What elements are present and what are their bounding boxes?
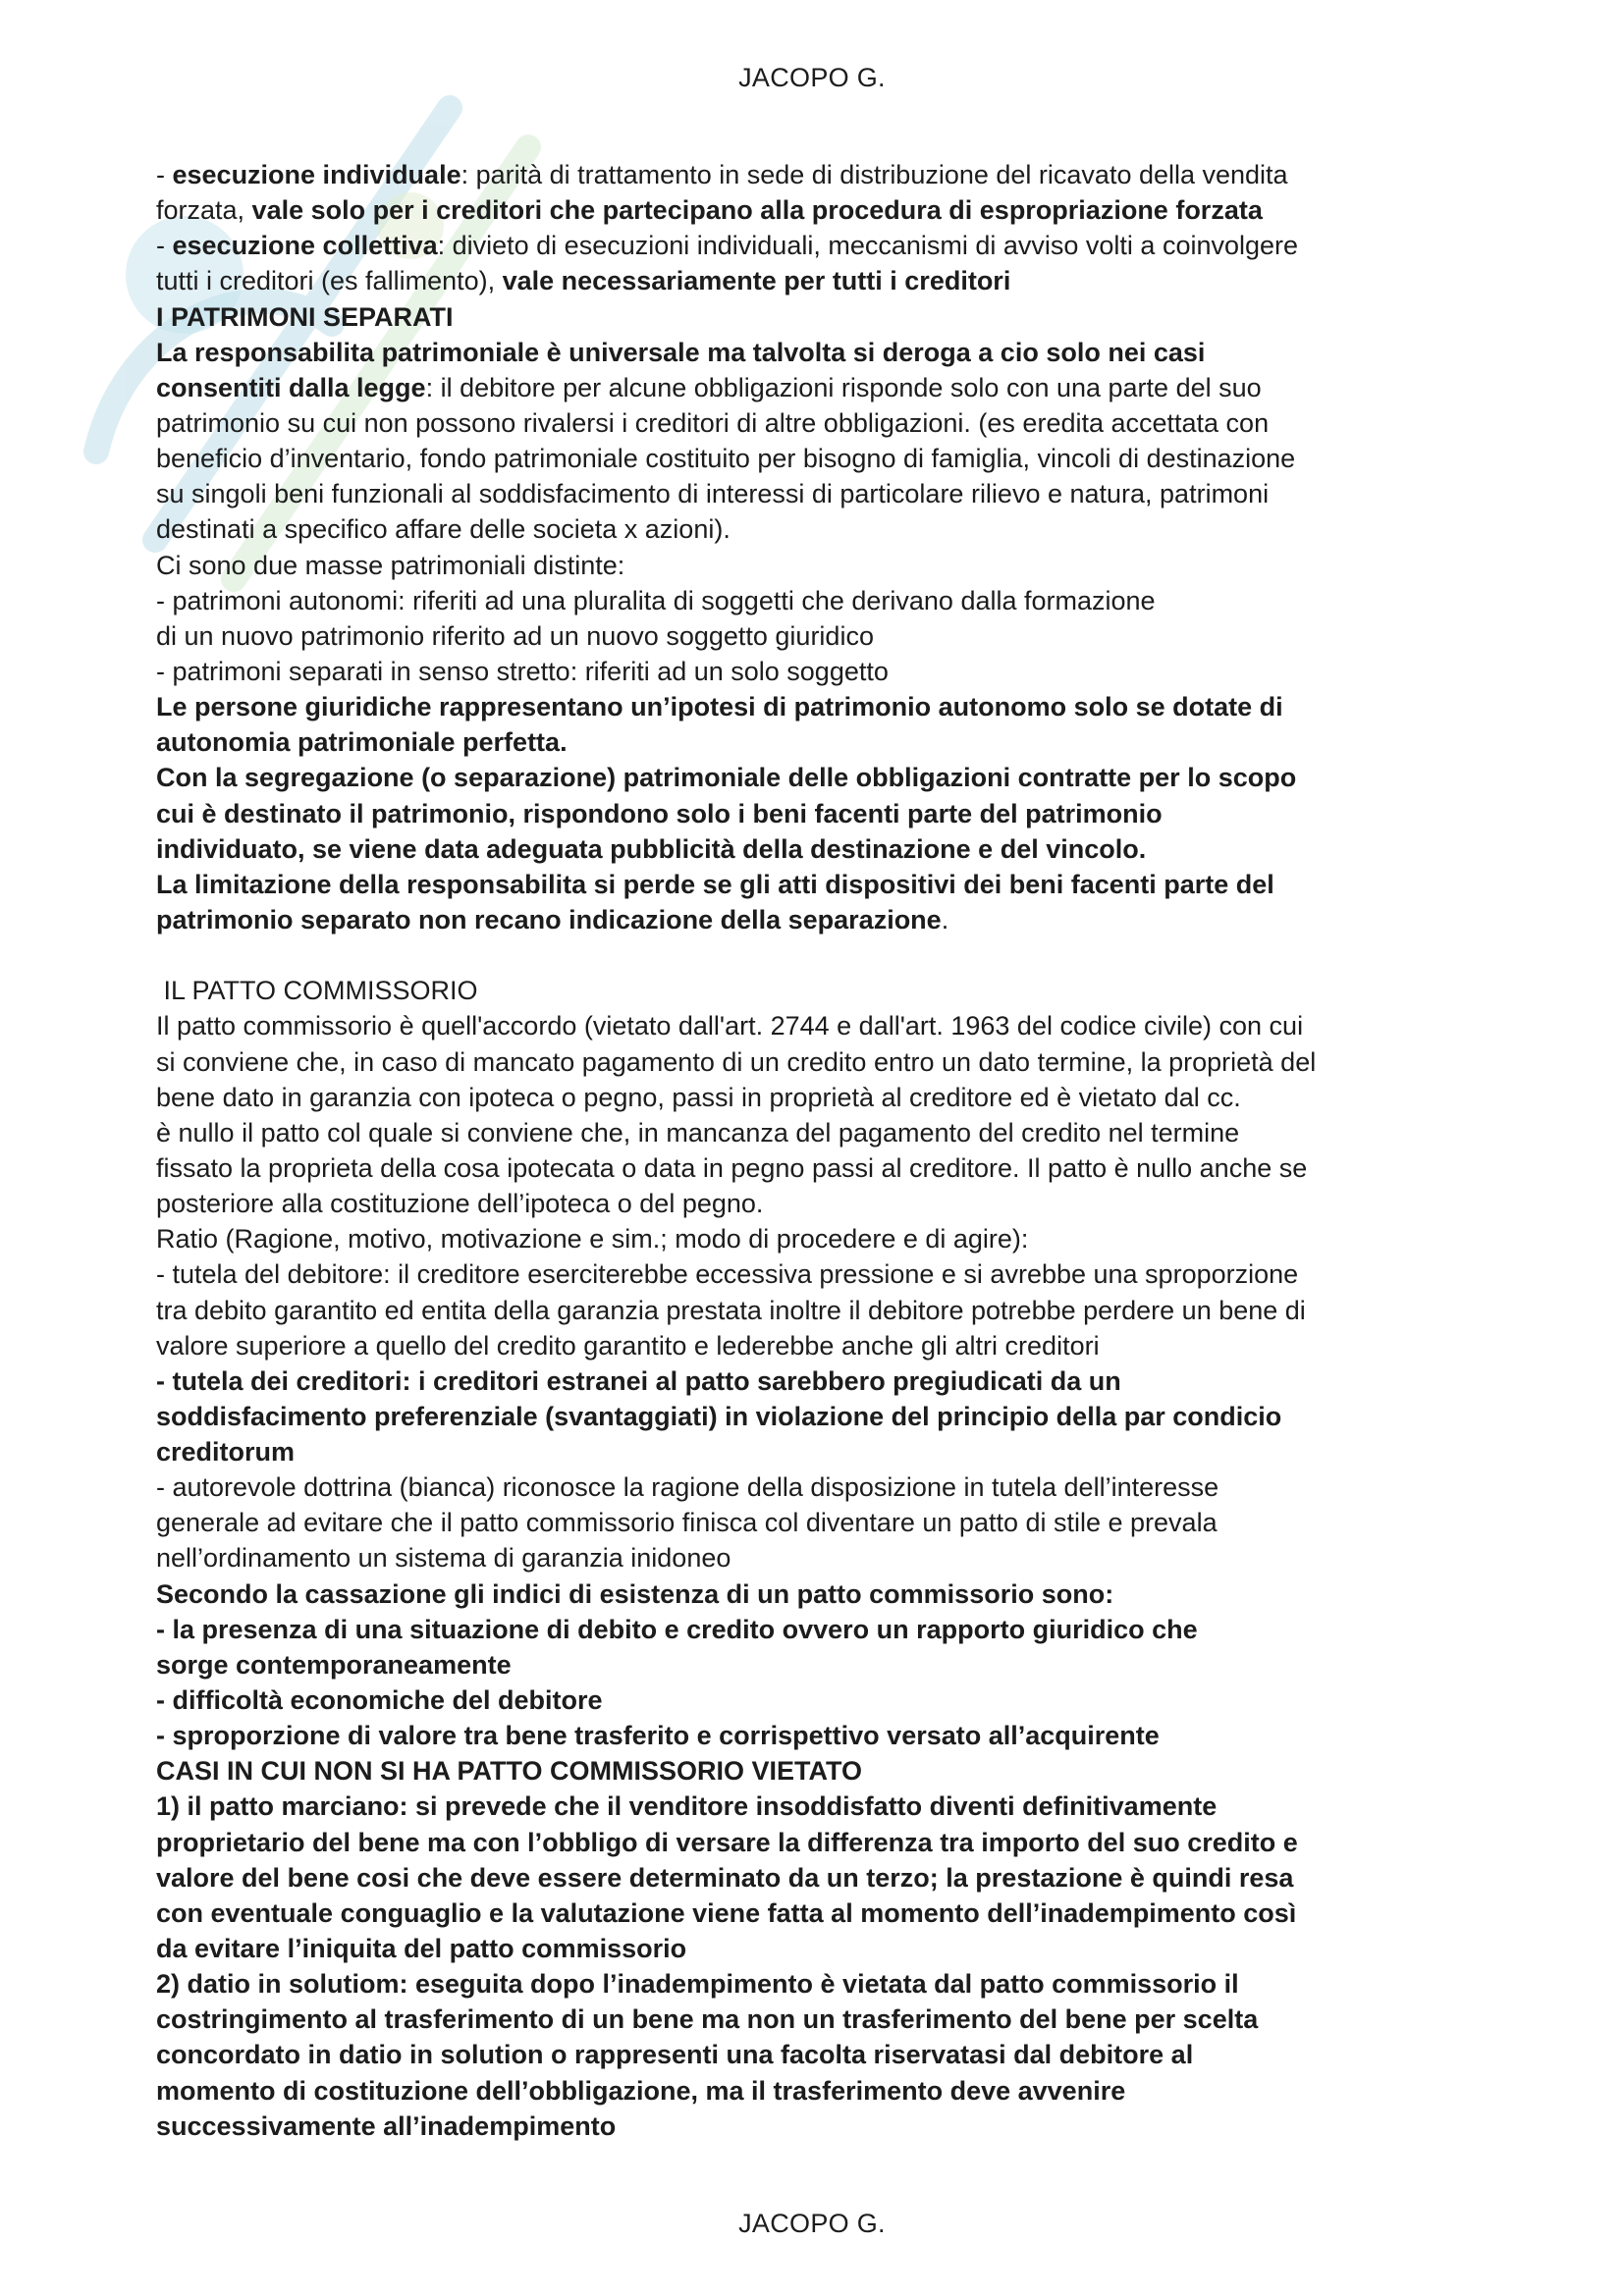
text-line — [156, 1753, 1521, 1789]
bold-text: vale necessariamente per tutti i creditori — [502, 266, 1011, 296]
bold-text: sorge contemporaneamente — [156, 1649, 512, 1680]
text: destinati a specifico affare delle societa x azioni). — [156, 514, 731, 545]
text-line — [156, 1256, 1521, 1292]
text-line — [156, 1896, 1521, 1931]
text-line — [156, 796, 1521, 831]
bold-text: consentiti dalla legge — [156, 372, 426, 402]
bold-text: - sproporzione di valore tra bene trasferito e corrispettivo versato all’acquirente — [156, 1721, 1160, 1751]
bold-text: La responsabilita patrimoniale è universale ma talvolta si deroga a cio solo nei casi — [156, 337, 1206, 367]
text-line — [156, 511, 1521, 547]
bold-text: autonomia patrimoniale perfetta. — [156, 727, 568, 758]
text: bene dato in garanzia con ipoteca o pegno, passi in proprietà al creditore ed è vietato dal cc. — [156, 1082, 1241, 1112]
text: nell’ordinamento un sistema di garanzia inidoneo — [156, 1543, 731, 1574]
text-line — [156, 1682, 1521, 1718]
text: Il patto commissorio è quell'accordo (vietato dall'art. 2744 e dall'art. 1963 del codice civile) con cui — [156, 1011, 1304, 1041]
text-line — [156, 1825, 1521, 1860]
text-line — [156, 689, 1521, 724]
page-footer: JACOPO G. — [738, 2209, 886, 2238]
text-line — [156, 1328, 1521, 1363]
text: fissato la proprieta della cosa ipotecata o data in pegno passi al creditore. Il patto è nullo anche se — [156, 1152, 1308, 1183]
text-line — [156, 1150, 1521, 1186]
text: generale ad evitare che il patto commissorio finisca col diventare un patto di stile e prevala — [156, 1508, 1218, 1538]
text: : parità di trattamento in sede di distribuzione del ricavato della vendita — [460, 160, 1288, 189]
text-line — [156, 1363, 1521, 1399]
text-line — [156, 1008, 1521, 1043]
bold-text: con eventuale conguaglio e la valutazione viene fatta al momento dell’inadempimento così — [156, 1897, 1297, 1928]
text-line — [156, 1966, 1521, 2002]
blank-line — [156, 937, 1521, 973]
text: : divieto di esecuzioni individuali, meccanismi di avviso volti a coinvolgere — [437, 231, 1299, 261]
text-line — [156, 2109, 1521, 2144]
text: patrimonio su cui non possono rivalersi i creditori di altre obbligazioni. (es eredita accettata con — [156, 407, 1270, 438]
bold-text: vale solo per i creditori che partecipano alla procedura di espropriazione forzata — [251, 195, 1263, 226]
bold-text: valore del bene cosi che deve essere determinato da un terzo; la prestazione è quindi resa — [156, 1862, 1294, 1893]
document-body — [156, 157, 1521, 2144]
bold-text: creditorum — [156, 1437, 296, 1468]
bold-text: Secondo la cassazione gli indici di esistenza di un patto commissorio sono: — [156, 1578, 1114, 1609]
text-line — [156, 2073, 1521, 2109]
text: - autorevole dottrina (bianca) riconosce la ragione della disposizione in tutela dell’interesse — [156, 1472, 1219, 1503]
bold-text: cui è destinato il patrimonio, rispondono solo i beni facenti parte del patrimonio — [156, 798, 1163, 828]
text-line — [156, 867, 1521, 902]
text-line — [156, 405, 1521, 441]
text: IL PATTO COMMISSORIO — [156, 976, 478, 1006]
text-line — [156, 1576, 1521, 1612]
text-line — [156, 1221, 1521, 1256]
text-line — [156, 1647, 1521, 1682]
text-line — [156, 618, 1521, 654]
bold-text: momento di costituzione dell’obbligazione, ma il trasferimento deve avvenire — [156, 2075, 1126, 2106]
bold-text: La limitazione della responsabilita si perde se gli atti dispositivi dei beni facenti parte del — [156, 869, 1274, 899]
text-line — [156, 831, 1521, 867]
text-line — [156, 1789, 1521, 1824]
bold-text: 1) il patto marciano: si prevede che il venditore insoddisfatto diventi definitivamente — [156, 1791, 1218, 1822]
text-line — [156, 1399, 1521, 1434]
bold-text: - la presenza di una situazione di debito e credito ovvero un rapporto giuridico che — [156, 1614, 1198, 1644]
text-line — [156, 1540, 1521, 1575]
text-line — [156, 441, 1521, 476]
text-line — [156, 1044, 1521, 1080]
text-line — [156, 1186, 1521, 1221]
text-line — [156, 476, 1521, 511]
text-line — [156, 299, 1521, 335]
bold-text: costringimento al trasferimento di un bene ma non un trasferimento del bene per scelta — [156, 2004, 1259, 2035]
bold-text: da evitare l’iniquita del patto commissorio — [156, 1934, 687, 1964]
text-line — [156, 263, 1521, 298]
text: - patrimoni autonomi: riferiti ad una pluralita di soggetti che derivano dalla formazione — [156, 585, 1156, 615]
text-line — [156, 370, 1521, 405]
text-line — [156, 760, 1521, 795]
text: . — [941, 904, 949, 934]
text: forzata, — [156, 195, 252, 226]
text-line — [156, 1860, 1521, 1896]
bold-text: - tutela dei creditori: i creditori estranei al patto sarebbero pregiudicati da un — [156, 1365, 1121, 1396]
bold-text: proprietario del bene ma con l’obbligo di versare la differenza tra importo del suo credito e — [156, 1827, 1298, 1857]
bold-text: 2) datio in solutiom: eseguita dopo l’inadempimento è vietata dal patto commissorio il — [156, 1969, 1239, 2000]
text: Ci sono due masse patrimoniali distinte: — [156, 550, 625, 580]
bold-text: concordato in datio in solution o rappresenti una facolta riservatasi dal debitore al — [156, 2040, 1194, 2070]
text-line — [156, 1718, 1521, 1753]
text-line — [156, 548, 1521, 583]
bold-text: I PATRIMONI SEPARATI — [156, 301, 454, 332]
text-line — [156, 902, 1521, 937]
text-line — [156, 724, 1521, 760]
text: su singoli beni funzionali al soddisfacimento di interessi di particolare rilievo e natura, patrimoni — [156, 479, 1270, 509]
bold-text: esecuzione collettiva — [172, 231, 438, 261]
text-line — [156, 1293, 1521, 1328]
text: di un nuovo patrimonio riferito ad un nuovo soggetto giuridico — [156, 620, 874, 651]
text: si conviene che, in caso di mancato pagamento di un credito entro un dato termine, la proprietà del — [156, 1046, 1317, 1077]
text: Ratio (Ragione, motivo, motivazione e sim.; modo di procedere e di agire): — [156, 1224, 1029, 1255]
text: è nullo il patto col quale si conviene che, in mancanza del pagamento del credito nel termine — [156, 1117, 1240, 1148]
bold-text: - difficoltà economiche del debitore — [156, 1685, 603, 1716]
bold-text: successivamente all’inadempimento — [156, 2110, 617, 2141]
text: : il debitore per alcune obbligazioni risponde solo con una parte del suo — [425, 372, 1262, 402]
text-line — [156, 1505, 1521, 1540]
text: tutti i creditori (es fallimento), — [156, 266, 503, 296]
bold-text: esecuzione individuale — [172, 160, 461, 189]
text-line — [156, 157, 1521, 192]
text-line — [156, 1115, 1521, 1150]
bold-text: individuato, se viene data adeguata pubblicità della destinazione e del vincolo. — [156, 833, 1147, 864]
text-line — [156, 973, 1521, 1008]
text: posteriore alla costituzione dell’ipoteca o del pegno. — [156, 1189, 764, 1219]
text-line — [156, 228, 1521, 263]
text: - patrimoni separati in senso stretto: riferiti ad un solo soggetto — [156, 656, 889, 686]
text-line — [156, 583, 1521, 618]
text: - — [156, 160, 173, 189]
text-line — [156, 654, 1521, 689]
page-header: JACOPO G. — [738, 63, 886, 92]
text-line — [156, 1931, 1521, 1966]
text-line — [156, 2002, 1521, 2037]
text: tra debito garantito ed entita della garanzia prestata inoltre il debitore potrebbe perdere un bene di — [156, 1295, 1306, 1325]
text: valore superiore a quello del credito garantito e lederebbe anche gli altri creditori — [156, 1330, 1100, 1361]
text-line — [156, 192, 1521, 228]
bold-text: Le persone giuridiche rappresentano un’ipotesi di patrimonio autonomo solo se dotate di — [156, 692, 1283, 722]
text: beneficio d’inventario, fondo patrimoniale costituito per bisogno di famiglia, vincoli di destinazione — [156, 444, 1296, 474]
text-line — [156, 335, 1521, 370]
bold-text: Con la segregazione (o separazione) patrimoniale delle obbligazioni contratte per lo scopo — [156, 763, 1297, 793]
bold-text: soddisfacimento preferenziale (svantaggiati) in violazione del principio della par condicio — [156, 1401, 1282, 1431]
text-line — [156, 1612, 1521, 1647]
text-line — [156, 1469, 1521, 1505]
text-line — [156, 2037, 1521, 2072]
text: - tutela del debitore: il creditore eserciterebbe eccessiva pressione e si avrebbe una sproporzione — [156, 1259, 1299, 1290]
text-line — [156, 1080, 1521, 1115]
text-line — [156, 1434, 1521, 1469]
bold-text: patrimonio separato non recano indicazione della separazione — [156, 904, 942, 934]
text: - — [156, 231, 173, 261]
bold-text: CASI IN CUI NON SI HA PATTO COMMISSORIO VIETATO — [156, 1756, 863, 1787]
